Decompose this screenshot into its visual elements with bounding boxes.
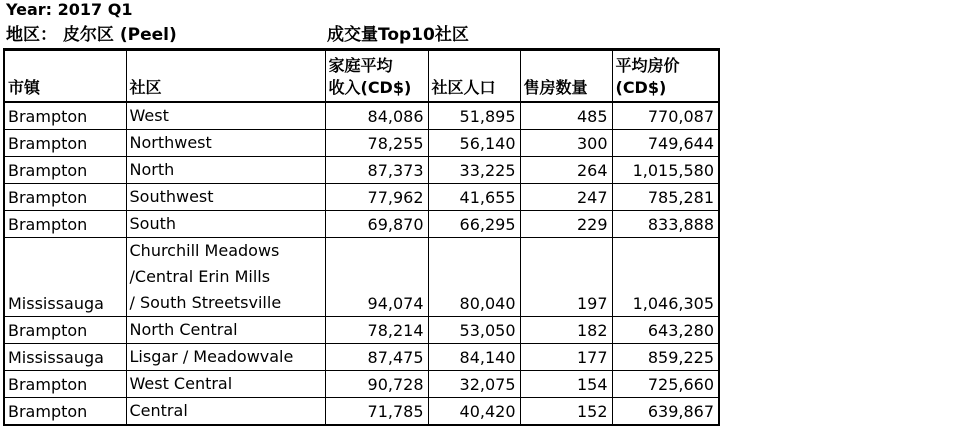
table-row	[4, 211, 719, 238]
cell-community	[126, 130, 325, 157]
cell-community	[126, 102, 325, 130]
cell-community	[126, 317, 325, 344]
region-label: 地区： 皮尔区 (Peel)	[6, 25, 177, 45]
cell-city: Brampton	[4, 184, 126, 211]
col-header-city: 市镇	[4, 50, 126, 103]
cell-price: 1,046,305	[612, 238, 719, 317]
cell-sales: 177	[520, 344, 612, 371]
cell-sales: 152	[520, 398, 612, 426]
cell-city: Brampton	[4, 317, 126, 344]
cell-city: Brampton	[4, 157, 126, 184]
cell-community	[126, 371, 325, 398]
community-name-line: North	[129, 160, 175, 179]
table-row	[4, 344, 719, 371]
community-name-line: South	[129, 214, 176, 233]
cell-price: 770,087	[612, 102, 719, 130]
community-name-line: /Central Erin Mills	[129, 267, 271, 286]
cell-income: 78,214	[325, 317, 428, 344]
cell-city: Brampton	[4, 211, 126, 238]
community-name-line: West Central	[129, 374, 233, 393]
cell-sales: 229	[520, 211, 612, 238]
cell-sales: 485	[520, 102, 612, 130]
community-name-line: Southwest	[129, 187, 214, 206]
cell-price: 725,660	[612, 371, 719, 398]
table-row	[4, 102, 719, 130]
cell-population: 80,040	[428, 238, 520, 317]
community-name-line: North Central	[129, 320, 238, 339]
cell-income: 84,086	[325, 102, 428, 130]
cell-sales: 182	[520, 317, 612, 344]
cell-population: 56,140	[428, 130, 520, 157]
table-row	[4, 371, 719, 398]
cell-community	[126, 238, 325, 317]
col-header-price-line1: 平均房价	[615, 56, 680, 75]
cell-income: 78,255	[325, 130, 428, 157]
cell-price: 833,888	[612, 211, 719, 238]
cell-income: 77,962	[325, 184, 428, 211]
cell-income: 87,373	[325, 157, 428, 184]
header-row	[4, 50, 719, 103]
cell-population: 53,050	[428, 317, 520, 344]
cell-population: 51,895	[428, 102, 520, 130]
cell-city: Mississauga	[4, 238, 126, 317]
cell-community	[126, 184, 325, 211]
col-header-income-line1: 家庭平均	[328, 56, 393, 75]
cell-sales: 154	[520, 371, 612, 398]
cell-income: 94,074	[325, 238, 428, 317]
cell-community	[126, 344, 325, 371]
cell-city: Brampton	[4, 130, 126, 157]
cell-income: 69,870	[325, 211, 428, 238]
cell-city: Brampton	[4, 102, 126, 130]
col-header-income-line2: 收入(CD$)	[328, 78, 412, 97]
table-row	[4, 184, 719, 211]
cell-population: 41,655	[428, 184, 520, 211]
cell-sales: 300	[520, 130, 612, 157]
cell-price: 1,015,580	[612, 157, 719, 184]
sheet-title: 成交量Top10社区	[327, 25, 469, 45]
cell-community	[126, 157, 325, 184]
cell-price: 785,281	[612, 184, 719, 211]
community-name-line: Churchill Meadows	[129, 241, 280, 260]
cell-price: 639,867	[612, 398, 719, 426]
cell-population: 84,140	[428, 344, 520, 371]
cell-population: 40,420	[428, 398, 520, 426]
community-name-line: Northwest	[129, 133, 212, 152]
cell-sales: 197	[520, 238, 612, 317]
col-header-income	[325, 50, 428, 103]
table-row	[4, 238, 719, 317]
community-name-line: Central	[129, 401, 188, 420]
cell-community	[126, 211, 325, 238]
cell-sales: 247	[520, 184, 612, 211]
cell-city: Mississauga	[4, 344, 126, 371]
community-name-line: Lisgar / Meadowvale	[129, 347, 294, 366]
cell-income: 71,785	[325, 398, 428, 426]
col-header-price-line2: (CD$)	[615, 78, 667, 97]
cell-population: 66,295	[428, 211, 520, 238]
col-header-sales: 售房数量	[520, 50, 612, 103]
community-name-line: West	[129, 106, 169, 125]
cell-price: 859,225	[612, 344, 719, 371]
col-header-price	[612, 50, 719, 103]
cell-sales: 264	[520, 157, 612, 184]
cell-income: 90,728	[325, 371, 428, 398]
cell-price: 643,280	[612, 317, 719, 344]
year-quarter-label: Year: 2017 Q1	[6, 0, 133, 19]
table-row	[4, 317, 719, 344]
cell-population: 32,075	[428, 371, 520, 398]
community-name-line: / South Streetsville	[129, 293, 282, 312]
cell-population: 33,225	[428, 157, 520, 184]
col-header-community: 社区	[126, 50, 325, 103]
cell-price: 749,644	[612, 130, 719, 157]
top10-communities-table	[3, 48, 720, 426]
cell-income: 87,475	[325, 344, 428, 371]
table-row	[4, 157, 719, 184]
cell-city: Brampton	[4, 398, 126, 426]
table-row	[4, 130, 719, 157]
cell-city: Brampton	[4, 371, 126, 398]
col-header-population: 社区人口	[428, 50, 520, 103]
